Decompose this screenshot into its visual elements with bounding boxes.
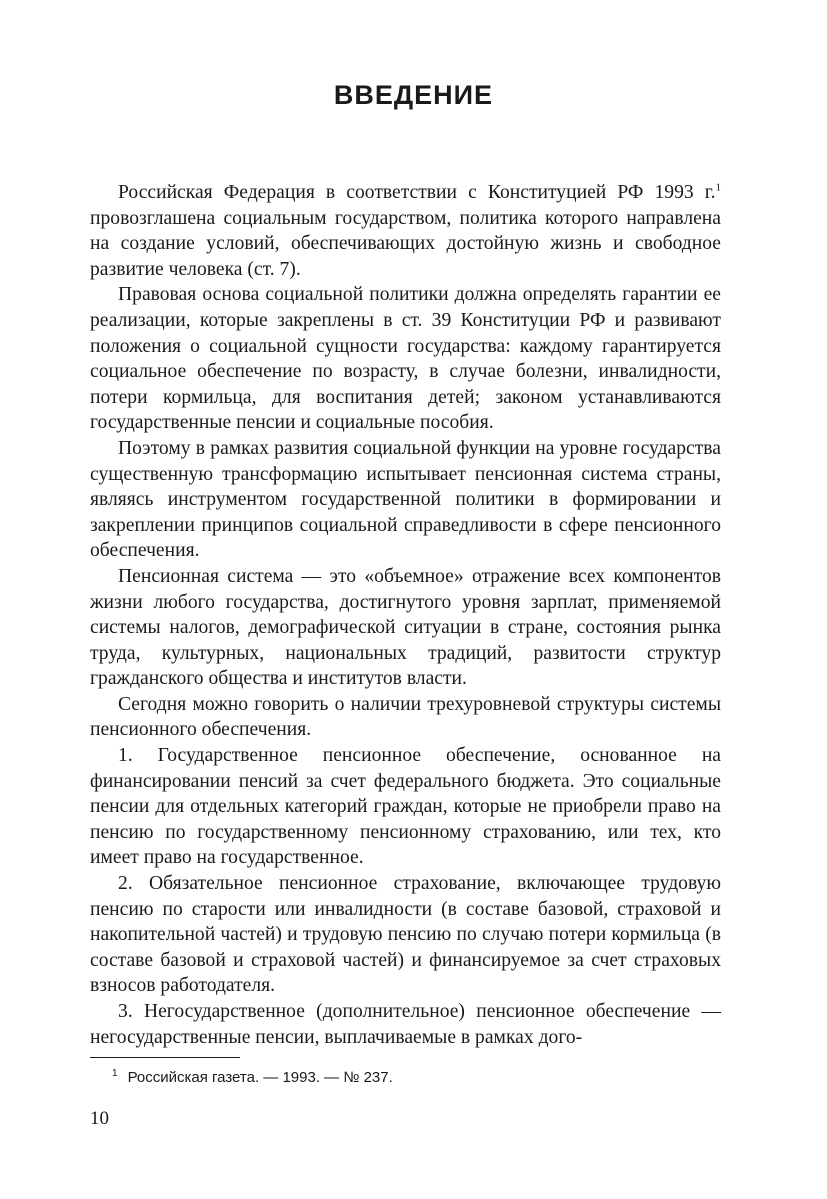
paragraph-7: 2. Обязательное пенсионное страхование, включающее трудовую пенсию по старости или инвалидности (в составе базовой, страховой и накопительной частей) и трудовую пенсию по случаю потери кормильца (в составе базовой и страховой частей) и финансируемое за счет страховых взносов работодателя. bbox=[90, 873, 721, 997]
paragraph-3: Поэтому в рамках развития социальной функции на уровне государства существенную трансформацию испытывает пенсионная система страны, являясь инструментом государственной политики в формировании и закреплении принципов социальной справедливости в сфере пенсионного обеспечения. bbox=[90, 437, 721, 562]
paragraph-1 bbox=[90, 180, 721, 282]
footnote-text: Российская газета. — 1993. — № 237. bbox=[127, 1069, 393, 1086]
paragraph-2: Правовая основа социальной политики должна определять гарантии ее реализации, которые закреплены в ст. 39 Конституции РФ и развивают положения о социальной сущности государства: каждому гарантируется социальное обеспечение по возрасту, в случае болезни, инвалидности, потери кормильца, для воспитания детей; законом устанавливаются государственные пенсии и социальные пособия. bbox=[90, 284, 721, 434]
paragraph-4: Пенсионная система — это «объемное» отражение всех компонентов жизни любого государства, достигнутого уровня зарплат, применяемой системы налогов, демографической ситуации в стране, состояния рынка труда, культурных, национальных традиций, развитости структур гражданского общества и институтов власти. bbox=[90, 565, 721, 690]
footnote-marker: 1 bbox=[112, 1068, 118, 1079]
paragraph-6: 1. Государственное пенсионное обеспечение, основанное на финансировании пенсий за счет федерального бюджета. Это социальные пенсии для отдельных категорий граждан, которые не приобрели право на пенсию по государственному пенсионному страхованию, или тех, кто имеет право на государственное. bbox=[90, 745, 721, 869]
paragraph-1-text-end: провозглашена социальным государством, политика которого направлена на создание условий, обеспечивающих достойную жизнь и свободное развитие человека (ст. 7). bbox=[90, 207, 721, 280]
page-title: ВВЕДЕНИЕ bbox=[333, 80, 494, 110]
paragraph-1-text-start: Российская Федерация в соответствии с Конституцией РФ 1993 г. bbox=[118, 182, 716, 203]
paragraph-5: Сегодня можно говорить о наличии трехуровневой структуры системы пенсионного обеспечения. bbox=[90, 693, 721, 741]
page-number: 10 bbox=[90, 1108, 109, 1129]
footnote bbox=[112, 1069, 393, 1086]
footnote-divider bbox=[90, 1057, 240, 1058]
footnote-reference: 1 bbox=[715, 181, 721, 194]
body-text bbox=[90, 180, 721, 1050]
paragraph-8: 3. Негосударственное (дополнительное) пенсионное обеспечение — негосударственные пенсии, выплачиваемые в рамках дого- bbox=[90, 1001, 721, 1048]
